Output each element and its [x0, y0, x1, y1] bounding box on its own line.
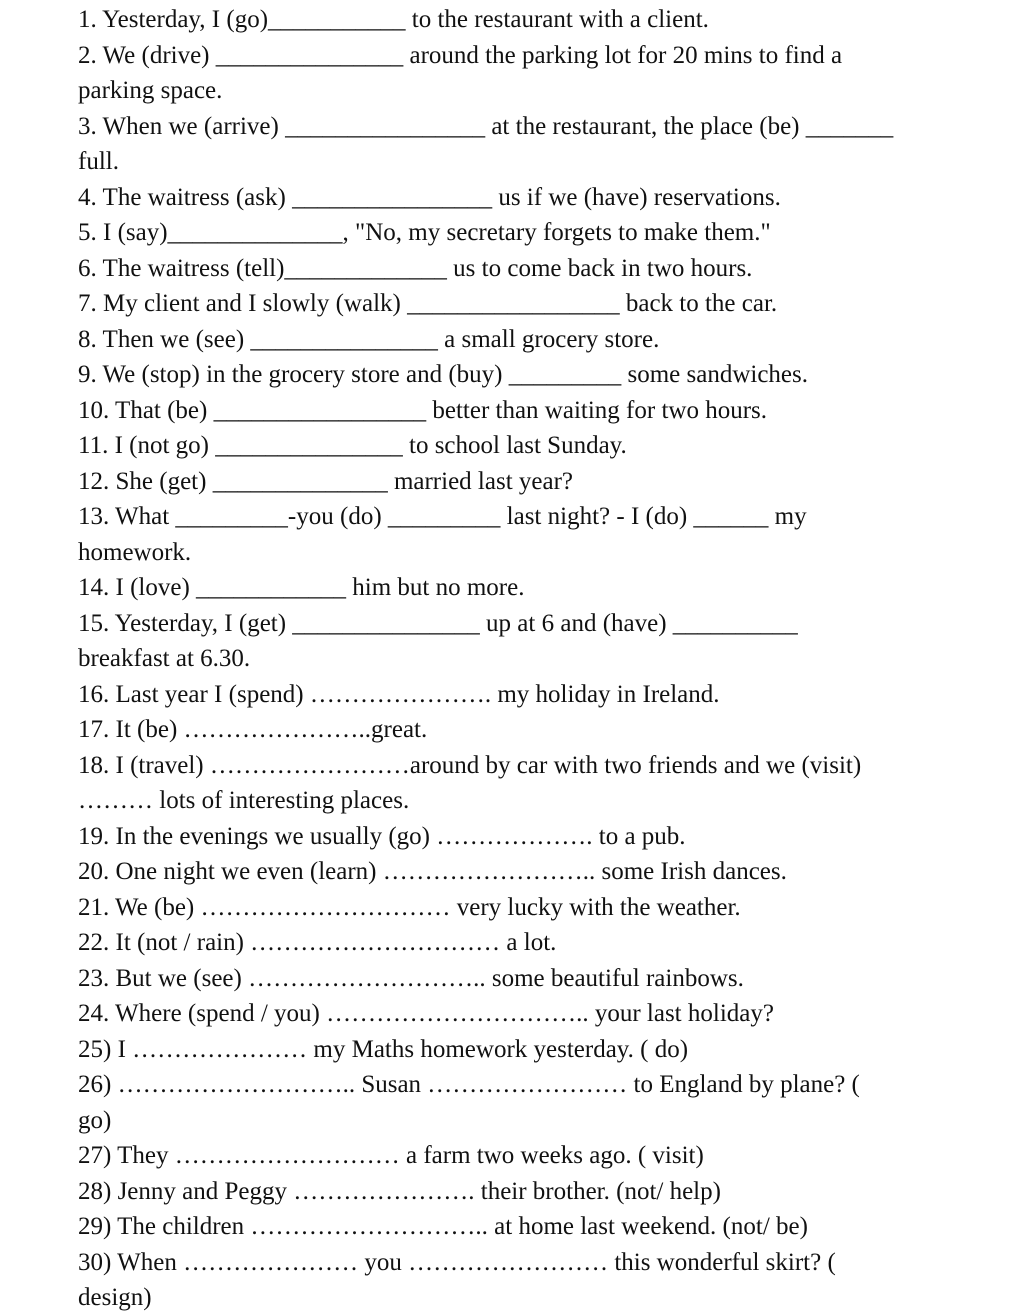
text-line: 21. We (be) ………………………… very lucky with the weather.: [78, 893, 741, 921]
text-line: 18. I (travel) ……………………around by car with two friends and we (visit): [78, 751, 862, 779]
text-line: 26) ……………………….. Susan …………………… to England by plane? (: [78, 1071, 860, 1098]
text-line: 29) The children ……………………….. at home last weekend. (not/ be): [78, 1213, 808, 1240]
text-line: 16. Last year I (spend) …………………. my holiday in Ireland.: [78, 680, 720, 708]
text-line: 7. My client and I slowly (walk) _________________ back to the car.: [78, 290, 778, 317]
text-line: 14. I (love) ____________ him but no more.: [78, 574, 525, 601]
text-line: 1. Yesterday, I (go)___________ to the restaurant with a client.: [78, 6, 709, 33]
text-line: full.: [78, 148, 119, 175]
text-line: design): [78, 1284, 152, 1311]
text-line: 3. When we (arrive) ________________ at the restaurant, the place (be) _______: [78, 112, 894, 140]
text-line: 28) Jenny and Peggy …………………. their brother. (not/ help): [78, 1177, 721, 1205]
text-line: 22. It (not / rain) ………………………… a lot.: [78, 929, 557, 956]
text-line: go): [78, 1106, 112, 1134]
text-line: 19. In the evenings we usually (go) ………………. to a pub.: [78, 822, 686, 850]
text-line: 24. Where (spend / you) ………………………….. your last holiday?: [78, 1000, 774, 1027]
text-line: 30) When ………………… you …………………… this wonderful skirt? (: [78, 1248, 836, 1276]
text-line: 8. Then we (see) _______________ a small grocery store.: [78, 325, 660, 353]
text-line: 20. One night we even (learn) …………………….. some Irish dances.: [78, 858, 787, 885]
text-line: 6. The waitress (tell)_____________ us to come back in two hours.: [78, 254, 753, 282]
text-line: 23. But we (see) ……………………….. some beautiful rainbows.: [78, 964, 744, 992]
text-line: 17. It (be) …………………..great.: [78, 716, 428, 743]
text-line: 11. I (not go) _______________ to school last Sunday.: [78, 432, 627, 459]
text-line: ……… lots of interesting places.: [78, 787, 410, 814]
text-line: 4. The waitress (ask) ________________ us if we (have) reservations.: [78, 183, 781, 211]
text-line: homework.: [78, 538, 192, 566]
text-line: 12. She (get) ______________ married last year?: [78, 467, 574, 495]
text-line: 5. I (say)______________, "No, my secretary forgets to make them.": [78, 219, 771, 246]
text-line: 15. Yesterday, I (get) _______________ up at 6 and (have) __________: [78, 609, 798, 637]
text-line: 9. We (stop) in the grocery store and (buy) _________ some sandwiches.: [78, 361, 809, 388]
text-line: 25) I ………………… my Maths homework yesterday. ( do): [78, 1035, 689, 1063]
text-line: parking space.: [78, 77, 223, 104]
worksheet-text: [78, 2, 978, 1316]
text-line: 13. What _________-you (do) _________ last night? - I (do) ______ my: [78, 503, 807, 530]
text-line: 2. We (drive) _______________ around the parking lot for 20 mins to find a: [78, 41, 843, 69]
text-line: 27) They ……………………… a farm two weeks ago. ( visit): [78, 1142, 704, 1169]
text-line: breakfast at 6.30.: [78, 645, 251, 672]
text-line: 10. That (be) _________________ better than waiting for two hours.: [78, 396, 768, 424]
